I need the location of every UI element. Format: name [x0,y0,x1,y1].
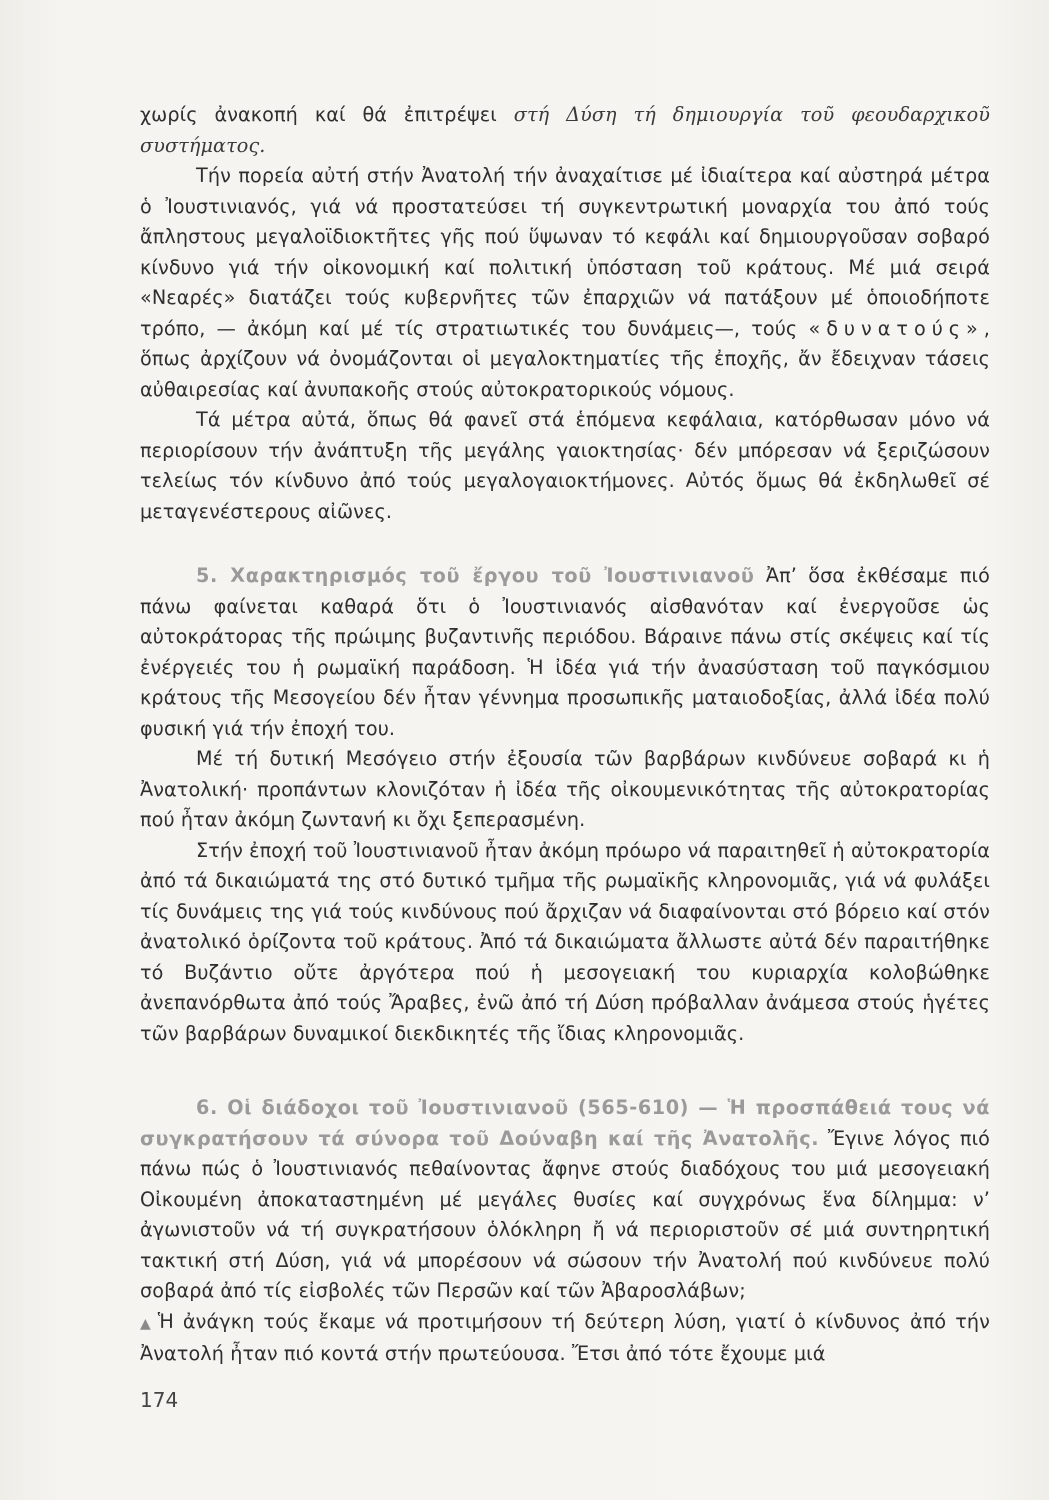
page-number: 174 [140,1388,179,1412]
para2-text2: , ὅπως ἀρχίζουν νά ὀνομάζονται οἱ μεγαλοκτηματίες τῆς ἐποχῆς, ἄν ἔδειχναν τάσεις αὐθαιρεσίας καί ἀνυπακοῆς στούς αὐτοκρατορικούς νόμους. [140,316,990,401]
paragraph-8 [140,1307,990,1370]
section-5 [140,561,990,744]
para1-lead: χωρίς ἀνακοπή καί θά ἐπιτρέψει [140,103,514,126]
triangle-marker-icon: ▲ [140,1315,154,1332]
section-6 [140,1093,990,1307]
section-6-heading: 6. Οἱ διάδοχοι τοῦ Ἰουστινιανοῦ (565-610) — Ἡ προσπάθειά τους νά συγκρατήσουν τά σύνορα τοῦ Δούναβη καί τῆς Ἀνατολῆς. [140,1096,990,1150]
paragraph-3: Τά μέτρα αὐτά, ὅπως θά φανεῖ στά ἑπόμενα κεφάλαια, κατόρθωσαν μόνο νά περιορίσουν τήν ἀνάπτυξη τῆς μεγάλης γαιοκτησίας· δέν μπόρεσαν νά ξεριζώσουν τελείως τόν κίνδυνο ἀπό τούς μεγαλογαιοκτήμονες. Αὐτός ὅμως θά ἐκδηλωθεῖ σέ μεταγενέστερους αἰῶνες. [140,408,990,523]
para2-spaced-term: «δυνατούς» [808,316,984,340]
para2-text1: Τήν πορεία αὐτή στήν Ἀνατολή τήν ἀναχαίτισε μέ ἰδιαίτερα καί αὐστηρά μέτρα ὁ Ἰουστινιανός, γιά νά προστατεύσει τή συγκεντρωτική μοναρχία του ἀπό τούς ἄπληστους μεγαλοϊδιοκτῆτες γῆς πού ὕψωναν τό κεφάλι καί δημιουργοῦσαν σοβαρό κίνδυνο γιά τήν οἰκονομική καί πολιτική ὑπόσταση τοῦ κράτους. Μέ μιά σειρά «Νεαρές» διατάζει τούς κυβερνῆτες τῶν ἐπαρχιῶν νά πατάξουν μέ ὁποιοδήποτε τρόπο, — ἀκόμη καί μέ τίς στρατιωτικές του δυνάμεις—, τούς [140,164,990,340]
section-5-text: Ἀπ’ ὅσα ἐκθέσαμε πιό πάνω φαίνεται καθαρά ὅτι ὁ Ἰουστινιανός αἰσθανόταν καί ἐνεργοῦσε ὡς αὐτοκράτορας τῆς πρώιμης βυζαντινῆς περιόδου. Βάραινε πάνω στίς σκέψεις καί τίς ἐνέργειές του ἡ ρωμαϊκή παράδοση. Ἡ ἰδέα γιά τήν ἀνασύσταση τοῦ παγκόσμιου κράτους τῆς Μεσογείου δέν ἦταν γέννημα προσωπικῆς ματαιοδοξίας, ἀλλά ἰδέα πολύ φυσική γιά τήν ἐποχή του. [140,564,990,740]
paragraph-2 [140,161,990,405]
para8-text: Ἡ ἀνάγκη τούς ἔκαμε νά προτιμήσουν τή δεύτερη λύση, γιατί ὁ κίνδυνος ἀπό τήν Ἀνατολή ἦταν πιό κοντά στήν πρωτεύουσα. Ἔτσι ἀπό τότε ἔχουμε μιά [140,1309,990,1365]
page-body-text [140,100,990,1370]
paragraph-1 [140,100,990,161]
section-5-heading: 5. Χαρακτηρισμός τοῦ ἔργου τοῦ Ἰουστινιανοῦ [196,564,755,587]
section-6-text: Ἔγινε λόγος πιό πάνω πώς ὁ Ἰουστινιανός πεθαίνοντας ἄφηνε στούς διαδόχους του μιά μεσογειακή Οἰκουμένη ἀποκαταστημένη μέ μεγάλες θυσίες καί συγχρόνως ἕνα δίλημμα: ν’ ἀγωνιστοῦν νά τή συγκρατήσουν ὁλόκληρη ἤ νά περιοριστοῦν σέ μιά συντηρητική τακτική στή Δύση, γιά νά μπορέσουν νά σώσουν τήν Ἀνατολή πού κινδύνευε πολύ σοβαρά ἀπό τίς εἰσβολές τῶν Περσῶν καί τῶν Ἀβαροσλάβων; [140,1126,991,1302]
paragraph-5: Μέ τή δυτική Μεσόγειο στήν ἐξουσία τῶν βαρβάρων κινδύνευε σοβαρά κι ἡ Ἀνατολική· προπάντων κλονιζόταν ἡ ἰδέα τῆς οἰκουμενικότητας τῆς αὐτοκρατορίας πού ἦταν ἀκόμη ζωντανή κι ὄχι ξεπερασμένη. [140,747,990,831]
paragraph-6: Στήν ἐποχή τοῦ Ἰουστινιανοῦ ἦταν ἀκόμη πρόωρο νά παραιτηθεῖ ἡ αὐτοκρατορία ἀπό τά δικαιώματά της στό δυτικό τμῆμα τῆς ρωμαϊκῆς κληρονομιᾶς, γιά νά φυλάξει τίς δυνάμεις της γιά τούς κινδύνους πού ἄρχιζαν νά διαφαίνονται στό βόρειο καί στόν ἀνατολικό ὁρίζοντα τοῦ κράτους. Ἀπό τά δικαιώματα ἄλλωστε αὐτά δέν παραιτήθηκε τό Βυζάντιο οὔτε ἀργότερα πού ἡ μεσογειακή του κυριαρχία κολοβώθηκε ἀνεπανόρθωτα ἀπό τούς Ἄραβες, ἐνῶ ἀπό τή Δύση πρόβαλλαν ἀνάμεσα στούς ἡγέτες τῶν βαρβάρων δυναμικοί διεκδικητές τῆς ἴδιας κληρονομιᾶς. [140,838,990,1045]
para1-italic: στή Δύση τή δημιουργία τοῦ φεουδαρχικοῦ συστήματος. [140,103,990,157]
